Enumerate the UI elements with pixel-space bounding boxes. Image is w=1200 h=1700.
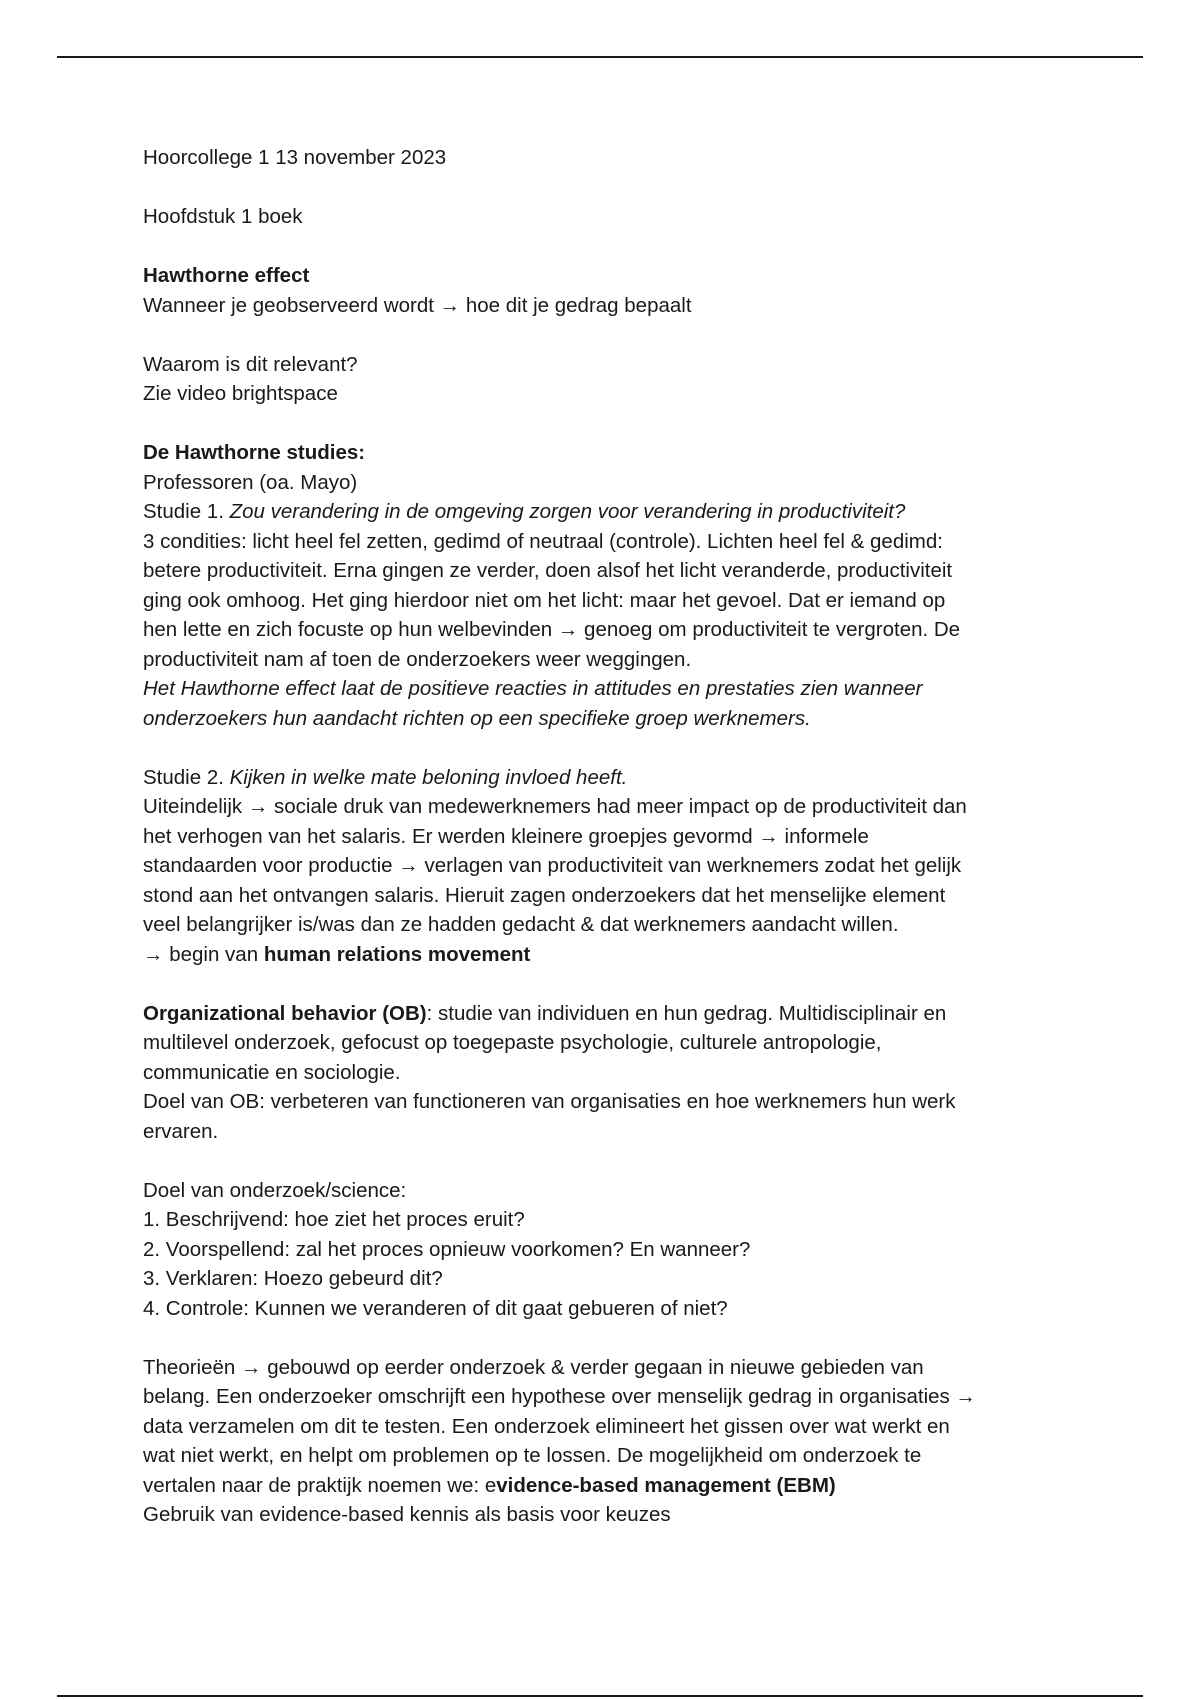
ob-definition bbox=[143, 999, 1063, 1029]
ebm-prefix: vertalen naar de praktijk noemen we: e bbox=[143, 1473, 497, 1497]
bottom-rule bbox=[57, 1695, 1143, 1697]
studies-heading: De Hawthorne studies: bbox=[143, 441, 366, 464]
theories-line: Theorieën → gebouwd op eerder onderzoek & verder gegaan in nieuwe gebieden van bbox=[143, 1355, 924, 1379]
movement-prefix: → begin van bbox=[143, 942, 264, 966]
study1-paragraph-line: productiviteit nam af toen de onderzoekers weer weggingen. bbox=[143, 647, 692, 671]
professors-line: Professoren (oa. Mayo) bbox=[143, 470, 358, 494]
goals-heading: Doel van onderzoek/science: bbox=[143, 1178, 407, 1202]
theories-line: wat niet werkt, en helpt om problemen op te lossen. De mogelijkheid om onderzoek te bbox=[143, 1444, 922, 1467]
study1-definition-line: onderzoekers hun aandacht richten op een specifieke groep werknemers. bbox=[143, 706, 811, 730]
ob-term: Organizational behavior (OB) bbox=[143, 1001, 427, 1025]
ob-definition-first: : studie van individuen en hun gedrag. Multidisciplinair en bbox=[426, 1001, 947, 1025]
study2-line bbox=[143, 763, 1063, 793]
video-reference: Zie video brightspace bbox=[143, 382, 338, 405]
study1-prefix: Studie 1. bbox=[143, 500, 230, 523]
ob-definition-line: communicatie en sociologie. bbox=[143, 1060, 401, 1084]
document-subheader: Hoofdstuk 1 boek bbox=[143, 205, 303, 228]
document-page bbox=[143, 143, 1063, 1530]
top-rule bbox=[57, 56, 1143, 58]
goal-item: 3. Verklaren: Hoezo gebeurd dit? bbox=[143, 1267, 443, 1290]
relevance-question: Waarom is dit relevant? bbox=[143, 352, 358, 376]
study2-prefix: Studie 2. bbox=[143, 765, 230, 789]
movement-term: human relations movement bbox=[263, 942, 531, 966]
study1-paragraph-line: ging ook omhoog. Het ging hierdoor niet om het licht: maar het gevoel. Dat er iemand op bbox=[143, 588, 946, 612]
study1-paragraph-line: 3 condities: licht heel fel zetten, gedimd of neutraal (controle). Lichten heel fel & gedimd: bbox=[143, 529, 943, 553]
study1-question: Zou verandering in de omgeving zorgen voor verandering in productiviteit? bbox=[229, 500, 906, 523]
study1-paragraph-line: hen lette en zich focuste op hun welbevinden → genoeg om productiviteit te vergroten. De bbox=[143, 618, 961, 641]
study2-question: Kijken in welke mate beloning invloed heeft. bbox=[229, 765, 628, 789]
study1-definition-line: Het Hawthorne effect laat de positieve reacties in attitudes en prestaties zien wanneer bbox=[143, 677, 923, 700]
goal-item: 1. Beschrijvend: hoe ziet het proces eruit? bbox=[143, 1208, 525, 1231]
movement-line bbox=[143, 940, 1063, 970]
theories-line: data verzamelen om dit te testen. Een onderzoek elimineert het gissen over wat werkt en bbox=[143, 1414, 950, 1438]
ebm-definition: Gebruik van evidence-based kennis als basis voor keuzes bbox=[143, 1503, 671, 1526]
goal-item: 2. Voorspellend: zal het proces opnieuw voorkomen? En wanneer? bbox=[143, 1237, 751, 1261]
study2-paragraph-line: veel belangrijker is/was dan ze hadden gedacht & dat werknemers aandacht willen. bbox=[143, 913, 899, 936]
hawthorne-heading: Hawthorne effect bbox=[143, 264, 310, 287]
goal-item: 4. Controle: Kunnen we veranderen of dit gaat gebueren of niet? bbox=[143, 1296, 728, 1320]
study1-paragraph-line: betere productiviteit. Erna gingen ze verder, doen alsof het licht veranderde, productiviteit bbox=[143, 559, 953, 582]
ob-goal-line: ervaren. bbox=[143, 1119, 219, 1143]
document-header: Hoorcollege 1 13 november 2023 bbox=[143, 146, 447, 169]
ebm-line bbox=[143, 1471, 1063, 1501]
ob-definition-line: multilevel onderzoek, gefocust op toegepaste psychologie, culturele antropologie, bbox=[143, 1031, 882, 1054]
theories-line: belang. Een onderzoeker omschrijft een hypothese over menselijk gedrag in organisaties → bbox=[143, 1385, 977, 1408]
ob-goal-line: Doel van OB: verbeteren van functioneren van organisaties en hoe werknemers hun werk bbox=[143, 1090, 956, 1113]
study2-paragraph-line: standaarden voor productie → verlagen van productiviteit van werknemers zodat het gelijk bbox=[143, 854, 962, 877]
study1-line bbox=[143, 497, 1063, 527]
study2-paragraph-line: het verhogen van het salaris. Er werden kleinere groepjes gevormd → informele bbox=[143, 824, 869, 848]
study2-paragraph-line: stond aan het ontvangen salaris. Hieruit zagen onderzoekers dat het menselijke element bbox=[143, 883, 946, 907]
hawthorne-line: Wanneer je geobserveerd wordt → hoe dit je gedrag bepaalt bbox=[143, 293, 692, 317]
ebm-term: vidence-based management (EBM) bbox=[496, 1473, 836, 1497]
study2-paragraph-line: Uiteindelijk → sociale druk van medewerknemers had meer impact op de productiviteit dan bbox=[143, 795, 967, 818]
